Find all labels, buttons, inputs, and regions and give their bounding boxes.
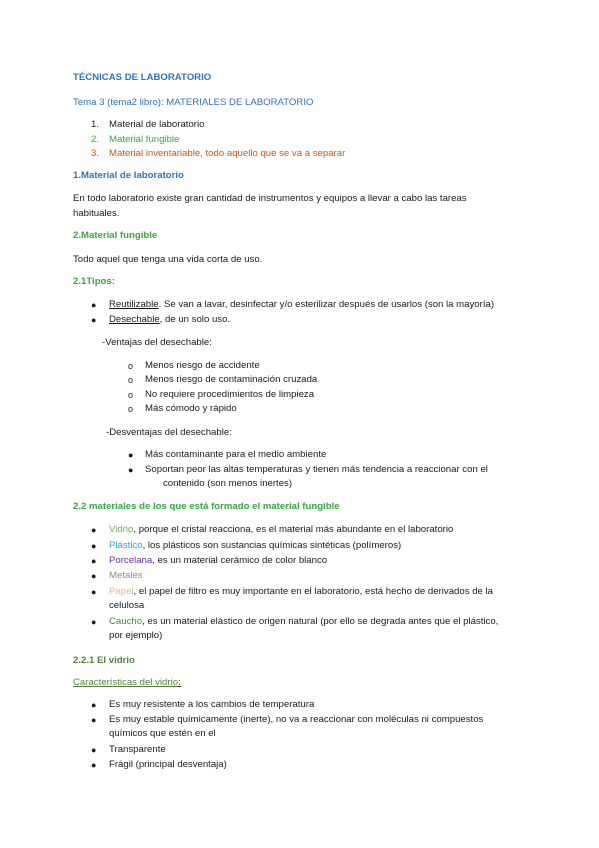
subheading-text: Características del vidrio (73, 677, 179, 688)
sublist-item: No requiere procedimientos de limpieza (145, 389, 315, 400)
list-term: Desechable (109, 314, 160, 325)
list-term: Reutilizable (109, 299, 159, 310)
index-number: 2. (91, 134, 100, 145)
list-text: , el papel de filtro es muy importante en el laboratorio, está hecho de derivados de la (133, 586, 493, 597)
list-item (109, 616, 498, 628)
list-item-continuation: celulosa (109, 600, 145, 611)
hollow-circle-bullet-icon: o (128, 375, 134, 385)
hollow-circle-bullet-icon: o (128, 404, 134, 414)
list-text: , porque el cristal reacciona, es el material más abundante en el laboratorio (133, 524, 454, 535)
section-heading: 2.2 materiales de los que está formado el material fungible (73, 501, 340, 512)
document-title: TÉCNICAS DE LABORATORIO (73, 72, 212, 83)
list-text: , los plásticos son sustancias químicas sintéticas (polímeros) (142, 540, 402, 551)
list-term: Porcelana (109, 555, 153, 566)
subheading-colon: : (178, 677, 181, 688)
list-item (109, 314, 230, 326)
bullet-icon: ● (128, 465, 134, 475)
bullet-icon: ● (91, 315, 97, 325)
list-item (109, 570, 143, 582)
sublist-item-continuation: contenido (son menos inertes) (163, 478, 293, 489)
list-item (109, 299, 494, 311)
list-text: , de un solo uso. (159, 314, 231, 325)
paragraph: En todo laboratorio existe gran cantidad de instrumentos y equipos a llevar a cabo las tareas (73, 193, 467, 204)
bullet-icon: ● (91, 617, 97, 627)
list-term: Metales (109, 570, 143, 581)
list-item: Es muy resistente a los cambios de temperatura (109, 699, 315, 710)
index-item: Material fungible (109, 134, 180, 145)
list-item: Transparente (109, 744, 166, 755)
index-item: Material inventariable, todo aquello que se va a separar (109, 148, 346, 159)
subheading (73, 677, 181, 689)
sublist-item: Menos riesgo de accidente (145, 360, 260, 371)
bullet-icon: ● (91, 700, 97, 710)
list-item-continuation: químicos que estén en el (109, 728, 216, 739)
sublist-label: -Desventajas del desechable: (106, 427, 232, 438)
sublist-item: Más contaminante para el medio ambiente (145, 449, 327, 460)
sublist-item: Más cómodo y rápido (145, 403, 237, 414)
list-term: Caucho (109, 616, 143, 627)
index-number: 3. (91, 148, 100, 159)
list-text: , es un material cerámico de color blanco (152, 555, 328, 566)
list-item (109, 555, 327, 567)
hollow-circle-bullet-icon: o (128, 361, 134, 371)
list-item (109, 586, 493, 598)
list-item: Frágil (principal desventaja) (109, 759, 227, 770)
bullet-icon: ● (91, 541, 97, 551)
list-item (109, 524, 453, 536)
bullet-icon: ● (91, 571, 97, 581)
list-text: , es un material elástico de origen natural (por ello se degrada antes que el plástico, (142, 616, 499, 627)
document-subtitle: Tema 3 (tema2 libro): MATERIALES DE LABORATORIO (73, 97, 314, 108)
sublist-label: -Ventajas del desechable: (102, 337, 212, 348)
list-item: Es muy estable químicamente (inerte), no va a reaccionar con moléculas ni compuestos (109, 714, 484, 725)
bullet-icon: ● (91, 587, 97, 597)
list-item-continuation: por ejemplo) (109, 630, 163, 641)
bullet-icon: ● (91, 300, 97, 310)
list-term: Papel (109, 586, 134, 597)
index-item: Material de laboratorio (109, 119, 205, 130)
bullet-icon: ● (91, 556, 97, 566)
hollow-circle-bullet-icon: o (128, 390, 134, 400)
bullet-icon: ● (128, 450, 134, 460)
list-term: Vidrio (109, 524, 134, 535)
sublist-item: Soportan peor las altas temperaturas y tienen más tendencia a reaccionar con el (145, 464, 488, 475)
paragraph: habituales. (73, 208, 120, 219)
section-heading: 1.Material de laboratorio (73, 170, 184, 181)
index-number: 1. (91, 119, 100, 130)
paragraph: Todo aquel que tenga una vida corta de uso. (73, 254, 263, 265)
bullet-icon: ● (91, 715, 97, 725)
list-text: . Se van a lavar, desinfectar y/o esterilizar después de usarlos (son la mayoría) (158, 299, 495, 310)
section-heading: 2.2.1 El vidrio (73, 655, 135, 666)
section-heading: 2.1Tipos: (73, 276, 115, 287)
list-item (109, 540, 401, 552)
bullet-icon: ● (91, 745, 97, 755)
section-heading: 2.Material fungible (73, 230, 158, 241)
list-term: Plástico (109, 540, 143, 551)
bullet-icon: ● (91, 760, 97, 770)
sublist-item: Menos riesgo de contaminación cruzada (145, 374, 318, 385)
bullet-icon: ● (91, 525, 97, 535)
